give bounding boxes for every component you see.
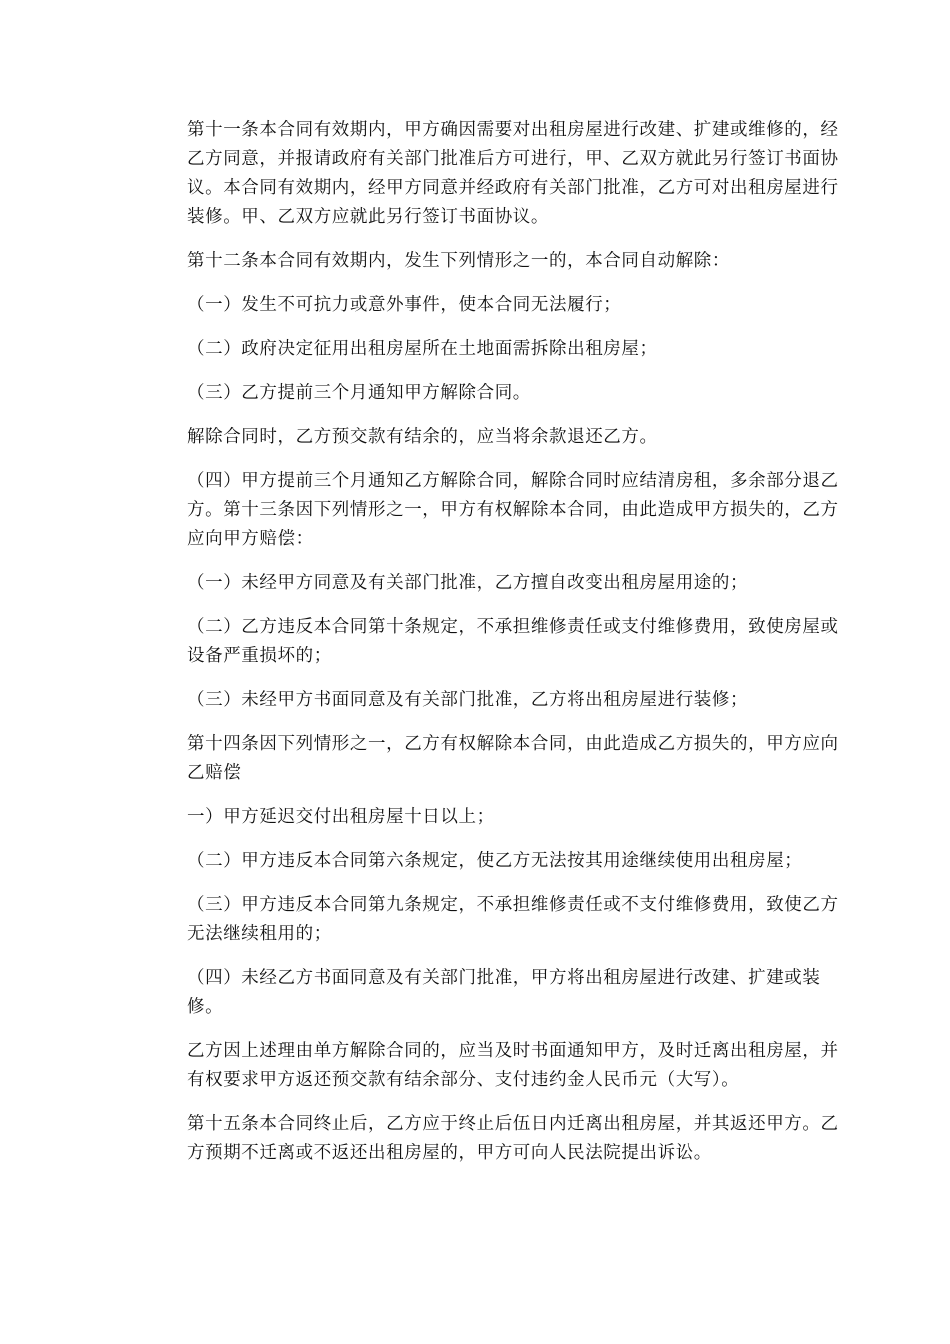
list-item-14-1: 一）甲方延迟交付出租房屋十日以上； bbox=[187, 807, 495, 827]
list-item-13-2: （二）乙方违反本合同第十条规定，不承担维修责任或支付维修费用，致使房屋或设备严重损坏的； bbox=[187, 617, 839, 666]
paragraph-article-11: 第十一条本合同有效期内，甲方确因需要对出租房屋进行改建、扩建或维修的，经乙方同意，并报请政府有关部门批准后方可进行，甲、乙双方就此另行签订书面协议。本合同有效期内，经甲方同意并经政府有关部门批准，乙方可对出租房屋进行装修。甲、乙双方应就此另行签订书面协议。 bbox=[187, 120, 839, 227]
list-item-14-4: （四）未经乙方书面同意及有关部门批准，甲方将出租房屋进行改建、扩建或装修。 bbox=[187, 968, 821, 1017]
list-item-12-3: （三）乙方提前三个月通知甲方解除合同。 bbox=[187, 383, 531, 403]
document-body bbox=[187, 116, 839, 1183]
list-item-12-2: （二）政府决定征用出租房屋所在土地面需拆除出租房屋； bbox=[187, 339, 658, 359]
list-item-14-2: （二）甲方违反本合同第六条规定，使乙方无法按其用途继续使用出租房屋； bbox=[187, 851, 803, 871]
list-item-12-1: （一）发生不可抗力或意外事件，使本合同无法履行； bbox=[187, 295, 622, 315]
paragraph-article-15: 第十五条本合同终止后，乙方应于终止后伍日内迁离出租房屋，并其返还甲方。乙方预期不迁离或不返还出租房屋的，甲方可向人民法院提出诉讼。 bbox=[187, 1114, 839, 1163]
paragraph-article-12: 第十二条本合同有效期内，发生下列情形之一的，本合同自动解除： bbox=[187, 251, 730, 271]
list-item-13-1: （一）未经甲方同意及有关部门批准，乙方擅自改变出租房屋用途的； bbox=[187, 573, 749, 593]
paragraph-refund-note: 解除合同时，乙方预交款有结余的，应当将余款退还乙方。 bbox=[187, 427, 658, 447]
paragraph-termination-notice: 乙方因上述理由单方解除合同的，应当及时书面通知甲方，及时迁离出租房屋，并有权要求甲方返还预交款有结余部分、支付违约金人民币元（大写）。 bbox=[187, 1041, 839, 1090]
list-item-13-3: （三）未经甲方书面同意及有关部门批准，乙方将出租房屋进行装修； bbox=[187, 690, 749, 710]
paragraph-article-13: （四）甲方提前三个月通知乙方解除合同，解除合同时应结清房租，多余部分退乙方。第十三条因下列情形之一，甲方有权解除本合同，由此造成甲方损失的，乙方应向甲方赔偿： bbox=[187, 471, 839, 549]
paragraph-article-14: 第十四条因下列情形之一，乙方有权解除本合同，由此造成乙方损失的，甲方应向乙赔偿 bbox=[187, 734, 839, 783]
list-item-14-3: （三）甲方违反本合同第九条规定，不承担维修责任或不支付维修费用，致使乙方无法继续租用的； bbox=[187, 895, 839, 944]
